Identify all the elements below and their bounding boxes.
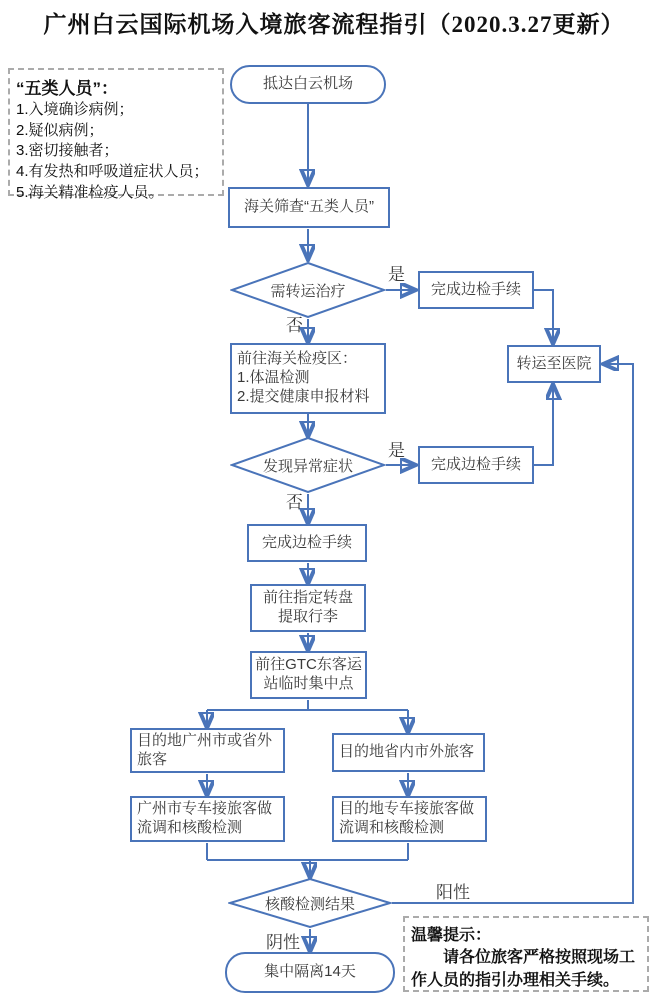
edge-label-no-1: 否 bbox=[286, 316, 303, 335]
five-categories-heading: “五类人员”： bbox=[16, 79, 118, 98]
node-dest-guangzhou-or-other-province: 目的地广州市或省外 旅客 bbox=[130, 728, 285, 773]
edge-label-positive: 阳性 bbox=[436, 883, 470, 902]
tips-note bbox=[403, 916, 649, 992]
five-categories-note bbox=[8, 68, 224, 201]
node-arrive-airport: 抵达白云机场 bbox=[230, 65, 386, 104]
node-centralized-quarantine-14days: 集中隔离14天 bbox=[225, 952, 395, 993]
decision-abnormal-symptoms bbox=[230, 437, 386, 493]
decision-nucleic-acid-result-label: 核酸检测结果 bbox=[264, 895, 355, 913]
decision-abnormal-symptoms-label: 发现异常症状 bbox=[262, 457, 353, 475]
edge-label-negative: 阴性 bbox=[266, 933, 300, 952]
tips-heading: 温馨提示： bbox=[411, 927, 492, 944]
decision-nucleic-acid-result bbox=[228, 878, 392, 928]
node-guangzhou-shuttle-test: 广州市专车接旅客做 流调和核酸检测 bbox=[130, 796, 285, 842]
node-customs-screening: 海关筛查“五类人员” bbox=[228, 187, 390, 228]
five-categories-list: 1.入境确诊病例； 2.疑似病例； 3.密切接触者； 4.有发热和呼吸道症状人员； 5.海关精准检疫人员。 bbox=[16, 101, 209, 201]
edge-label-yes-2: 是 bbox=[388, 441, 405, 460]
tips-body: 请各位旅客严格按照现场工作人员的指引办理相关手续。 bbox=[411, 949, 636, 990]
node-dest-in-province: 目的地省内市外旅客 bbox=[332, 733, 485, 772]
node-customs-quarantine-area: 前往海关检疫区： 1.体温检测 2.提交健康申报材料 bbox=[230, 343, 386, 414]
node-border-check-2: 完成边检手续 bbox=[418, 446, 534, 484]
node-transfer-hospital: 转运至医院 bbox=[507, 345, 601, 383]
decision-need-transfer bbox=[230, 262, 386, 318]
node-border-check-3: 完成边检手续 bbox=[247, 524, 367, 562]
page-title: 广州白云国际机场入境旅客流程指引（2020.3.27更新） bbox=[43, 12, 625, 37]
edge-label-no-2: 否 bbox=[286, 493, 303, 512]
node-destination-shuttle-test: 目的地专车接旅客做 流调和核酸检测 bbox=[332, 796, 487, 842]
node-border-check-1: 完成边检手续 bbox=[418, 271, 534, 309]
node-baggage-claim: 前往指定转盘 提取行李 bbox=[250, 584, 366, 632]
node-gtc-gathering-point: 前往GTC东客运 站临时集中点 bbox=[250, 651, 367, 699]
decision-need-transfer-label: 需转运治疗 bbox=[270, 282, 346, 300]
edge-label-yes-1: 是 bbox=[388, 265, 405, 284]
